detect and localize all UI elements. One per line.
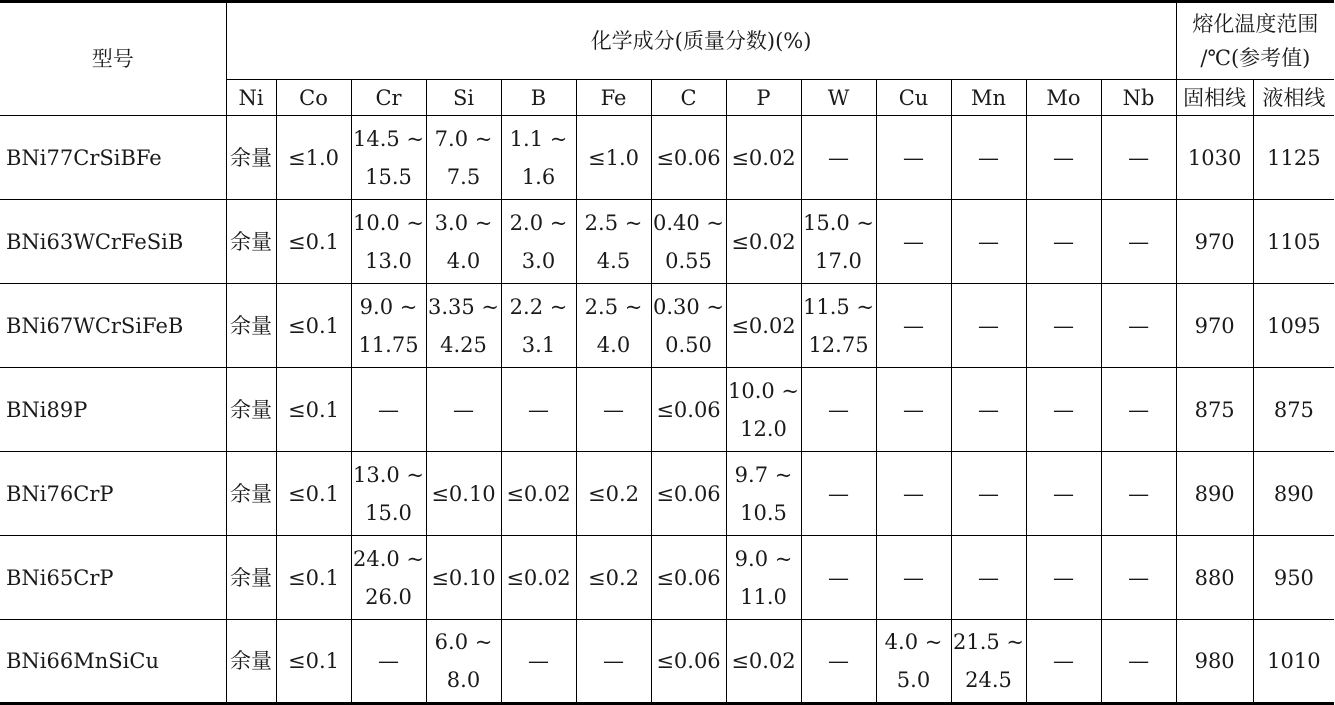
composition-cell-mn [951,536,1026,620]
composition-cell-cu [876,200,951,284]
composition-value: — [1128,145,1150,170]
table-row [0,284,1334,368]
composition-value: 0.30 ~ [652,294,725,319]
composition-value: — [978,565,999,590]
composition-value: ≤0.2 [588,481,639,506]
element-header-fe: Fe [576,80,651,116]
composition-cell-c [651,284,726,368]
composition-value: — [903,397,924,422]
composition-value: 4.0 [596,332,631,357]
composition-cell-cu [876,116,951,200]
element-header-mn: Mn [951,80,1026,116]
composition-cell-fe [576,284,651,368]
element-header-c: C [651,80,726,116]
composition-value: 15.0 ~ [802,210,875,235]
composition-cell-co [276,284,351,368]
element-header-b: B [501,80,576,116]
composition-value: 10.0 ~ [352,210,425,235]
composition-value: ≤0.06 [656,397,721,422]
composition-cell-mn [951,284,1026,368]
composition-cell-cr [351,620,426,704]
composition-cell-nb [1101,116,1176,200]
model-cell: BNi66MnSiCu [0,620,226,704]
composition-value: — [903,481,924,506]
composition-cell-nb [1101,536,1176,620]
composition-value: 11.5 ~ [802,294,875,319]
composition-value: 15.0 [365,500,412,525]
composition-value: — [1128,565,1150,590]
composition-value: ≤0.1 [288,229,339,254]
composition-value: ≤0.02 [506,565,571,590]
model-header: 型号 [0,2,226,116]
composition-cell-ni [226,452,276,536]
composition-cell-fe [576,452,651,536]
composition-value: ≤0.02 [731,145,796,170]
composition-cell-mn [951,620,1026,704]
composition-value: — [378,649,399,673]
composition-value: 11.0 [740,584,787,609]
composition-value: 26.0 [365,584,412,609]
composition-value: — [1128,397,1150,422]
composition-cell-si [426,284,501,368]
composition-cell-fe [576,116,651,200]
composition-cell-si [426,620,501,704]
composition-cell-nb [1101,452,1176,536]
composition-value: 3.1 [521,332,556,357]
composition-value: 7.0 ~ [434,126,493,151]
composition-value: 0.50 [665,332,712,357]
composition-value: ≤0.06 [656,145,721,170]
melting-range-header [1176,2,1334,80]
element-header-w: W [801,80,876,116]
composition-cell-ni [226,200,276,284]
composition-value: 9.0 ~ [734,546,793,571]
composition-value: — [528,649,549,673]
composition-value: — [903,229,924,254]
composition-cell-cu [876,536,951,620]
composition-value: 10.0 ~ [727,378,800,403]
model-cell: BNi67WCrSiFeB [0,284,226,368]
composition-value: — [1053,565,1074,590]
composition-value: — [828,397,849,422]
composition-value: ≤1.0 [288,145,339,170]
composition-cell-cu [876,368,951,452]
composition-cell-ni [226,536,276,620]
composition-header: 化学成分(质量分数)(%) [226,2,1176,80]
liquidus-header: 液相线 [1253,80,1334,116]
composition-value: 5.0 [896,668,931,692]
composition-value: — [1053,229,1074,254]
solidus-cell: 875 [1176,368,1253,452]
composition-value: ≤0.02 [506,481,571,506]
composition-cell-ni [226,116,276,200]
composition-cell-mo [1026,620,1101,704]
composition-cell-si [426,116,501,200]
table-body [0,116,1334,704]
composition-value: — [528,397,549,422]
composition-value: 9.0 ~ [359,294,418,319]
composition-value: — [903,565,924,590]
composition-cell-c [651,536,726,620]
model-cell: BNi63WCrFeSiB [0,200,226,284]
composition-value: 0.55 [665,248,712,273]
composition-cell-ni [226,284,276,368]
composition-cell-b [501,536,576,620]
composition-value: 21.5 ~ [952,630,1025,654]
composition-cell-c [651,116,726,200]
composition-value: 6.0 ~ [434,630,493,654]
melting-range-header-line1: 熔化温度范围 [1192,12,1319,36]
element-header-ni: Ni [226,80,276,116]
composition-value: 3.0 [521,248,556,273]
element-header-co: Co [276,80,351,116]
composition-value: — [378,397,399,422]
composition-value: 8.0 [446,668,481,692]
composition-value: 0.40 ~ [652,210,725,235]
composition-value: — [1128,649,1150,673]
composition-value: 余量 [230,565,272,590]
composition-value: 余量 [230,397,272,422]
composition-value: — [828,649,849,673]
composition-value: ≤0.1 [288,397,339,422]
composition-cell-cu [876,620,951,704]
composition-cell-fe [576,368,651,452]
composition-value: ≤0.06 [656,481,721,506]
composition-value: 4.0 [446,248,481,273]
composition-cell-co [276,620,351,704]
composition-cell-p [726,116,801,200]
composition-cell-si [426,536,501,620]
element-header-cu: Cu [876,80,951,116]
composition-value: 余量 [230,649,272,673]
table-header [0,2,1334,116]
composition-cell-mo [1026,200,1101,284]
solidus-cell: 880 [1176,536,1253,620]
composition-value: 24.0 ~ [352,546,425,571]
composition-cell-cr [351,116,426,200]
model-cell: BNi76CrP [0,452,226,536]
composition-cell-mn [951,200,1026,284]
composition-value: 3.0 ~ [434,210,493,235]
composition-cell-mn [951,368,1026,452]
composition-value: ≤0.1 [288,565,339,590]
composition-value: 2.5 ~ [584,210,643,235]
composition-cell-b [501,116,576,200]
composition-cell-co [276,368,351,452]
solidus-header: 固相线 [1176,80,1253,116]
element-header-p: P [726,80,801,116]
composition-value: 余量 [230,229,272,254]
table-row [0,368,1334,452]
composition-value: 1.6 [521,164,556,189]
composition-value: 13.0 ~ [352,462,425,487]
element-header-si: Si [426,80,501,116]
solidus-cell: 970 [1176,200,1253,284]
liquidus-cell: 1125 [1253,116,1334,200]
composition-value: — [978,313,999,338]
composition-value: — [1128,481,1150,506]
composition-value: ≤0.02 [731,229,796,254]
table-row [0,452,1334,536]
composition-cell-nb [1101,200,1176,284]
composition-value: — [1053,397,1074,422]
composition-value: — [828,565,849,590]
table-row [0,116,1334,200]
composition-cell-co [276,452,351,536]
composition-value: ≤0.06 [656,565,721,590]
solidus-cell: 980 [1176,620,1253,704]
composition-cell-w [801,284,876,368]
model-cell: BNi77CrSiBFe [0,116,226,200]
composition-cell-b [501,284,576,368]
composition-cell-cr [351,200,426,284]
composition-value: — [1053,481,1074,506]
composition-value: — [1128,313,1150,338]
composition-cell-co [276,116,351,200]
liquidus-cell: 950 [1253,536,1334,620]
composition-value: 4.25 [440,332,487,357]
composition-value: 4.0 ~ [884,630,943,654]
composition-value: ≤0.1 [288,481,339,506]
composition-cell-fe [576,536,651,620]
element-header-mo: Mo [1026,80,1101,116]
composition-value: — [903,313,924,338]
composition-value: ≤0.10 [431,481,496,506]
composition-value: — [903,145,924,170]
composition-value: — [978,145,999,170]
element-header-cr: Cr [351,80,426,116]
composition-cell-w [801,536,876,620]
composition-value: — [1053,649,1074,673]
composition-value: 14.5 ~ [352,126,425,151]
composition-cell-mo [1026,116,1101,200]
composition-cell-c [651,452,726,536]
composition-cell-mo [1026,284,1101,368]
composition-cell-cr [351,368,426,452]
composition-cell-mo [1026,452,1101,536]
composition-value: — [828,145,849,170]
composition-value: — [1053,313,1074,338]
composition-value: 15.5 [365,164,412,189]
composition-value: 2.5 ~ [584,294,643,319]
composition-value: 17.0 [815,248,862,273]
composition-cell-co [276,200,351,284]
composition-value: 1.1 ~ [509,126,568,151]
composition-cell-mo [1026,536,1101,620]
composition-value: — [603,649,624,673]
solidus-cell: 970 [1176,284,1253,368]
table-row [0,620,1334,704]
composition-value: — [978,229,999,254]
composition-cell-p [726,452,801,536]
composition-value: 余量 [230,313,272,338]
composition-cell-cu [876,452,951,536]
composition-cell-p [726,368,801,452]
composition-value: — [453,397,474,422]
liquidus-cell: 1010 [1253,620,1334,704]
composition-value: ≤0.10 [431,565,496,590]
composition-cell-si [426,452,501,536]
composition-cell-p [726,536,801,620]
composition-value: ≤0.1 [288,313,339,338]
composition-cell-si [426,200,501,284]
composition-cell-cr [351,452,426,536]
composition-value: — [978,481,999,506]
composition-value: 10.5 [740,500,787,525]
composition-cell-c [651,620,726,704]
composition-value: ≤0.02 [731,313,796,338]
composition-cell-cr [351,536,426,620]
composition-cell-co [276,536,351,620]
solidus-cell: 1030 [1176,116,1253,200]
composition-cell-nb [1101,368,1176,452]
composition-cell-p [726,620,801,704]
element-header-nb: Nb [1101,80,1176,116]
composition-value: 11.75 [358,332,419,357]
composition-cell-w [801,368,876,452]
composition-cell-fe [576,620,651,704]
composition-cell-b [501,620,576,704]
composition-cell-ni [226,620,276,704]
composition-value: 2.2 ~ [509,294,568,319]
composition-cell-cr [351,284,426,368]
composition-value: 13.0 [365,248,412,273]
composition-value: 9.7 ~ [734,462,793,487]
composition-cell-si [426,368,501,452]
composition-cell-b [501,452,576,536]
composition-cell-mo [1026,368,1101,452]
liquidus-cell: 875 [1253,368,1334,452]
composition-value: ≤1.0 [588,145,639,170]
liquidus-cell: 890 [1253,452,1334,536]
table-row [0,536,1334,620]
composition-value: 12.75 [808,332,869,357]
composition-cell-w [801,452,876,536]
composition-cell-w [801,620,876,704]
composition-value: 3.35 ~ [427,294,500,319]
composition-cell-mn [951,452,1026,536]
composition-cell-fe [576,200,651,284]
melting-range-header-line2: /℃(参考值) [1200,46,1311,70]
table-row [0,200,1334,284]
composition-cell-c [651,368,726,452]
composition-value: 2.0 ~ [509,210,568,235]
composition-value: 7.5 [446,164,481,189]
composition-value: 24.5 [965,668,1012,692]
composition-value: — [828,481,849,506]
composition-cell-w [801,116,876,200]
composition-value: — [603,397,624,422]
composition-cell-c [651,200,726,284]
composition-cell-b [501,368,576,452]
liquidus-cell: 1095 [1253,284,1334,368]
composition-value: 余量 [230,145,272,170]
model-cell: BNi89P [0,368,226,452]
model-cell: BNi65CrP [0,536,226,620]
liquidus-cell: 1105 [1253,200,1334,284]
composition-value: 12.0 [740,416,787,441]
composition-value: — [978,397,999,422]
composition-value: ≤0.06 [656,649,721,673]
composition-value: 余量 [230,481,272,506]
composition-cell-nb [1101,620,1176,704]
composition-cell-cu [876,284,951,368]
composition-value: — [1053,145,1074,170]
solidus-cell: 890 [1176,452,1253,536]
composition-value: ≤0.02 [731,649,796,673]
composition-value: ≤0.1 [288,649,339,673]
composition-cell-b [501,200,576,284]
composition-value: 4.5 [596,248,631,273]
composition-cell-w [801,200,876,284]
composition-value: — [1128,229,1150,254]
composition-cell-mn [951,116,1026,200]
composition-cell-p [726,200,801,284]
composition-cell-p [726,284,801,368]
composition-value: ≤0.2 [588,565,639,590]
composition-cell-ni [226,368,276,452]
composition-cell-nb [1101,284,1176,368]
